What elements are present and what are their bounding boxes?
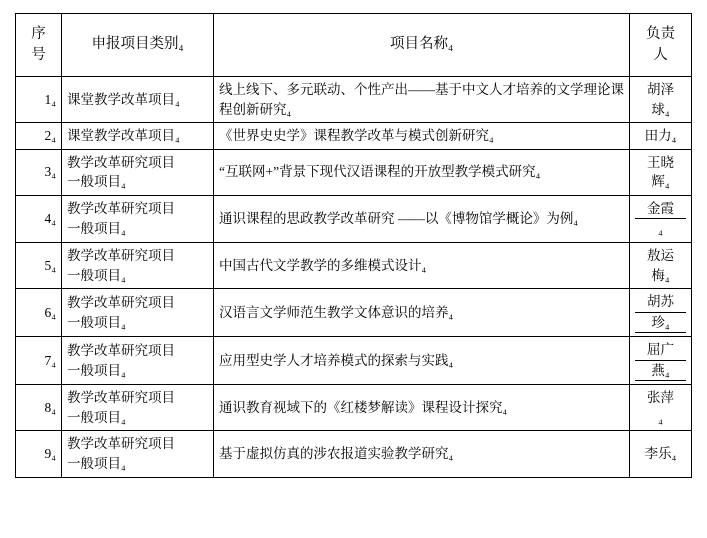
column-header-leader-line2: 人 [653,47,668,63]
cell-leader-line1: 金霞 [635,199,686,220]
cell-leader-line2: 燕₄ [635,361,686,382]
cell-category [62,195,214,242]
cell-category [62,123,214,150]
cell-leader-line1: 李乐₄ [644,446,677,462]
project-application-table [15,13,692,478]
cell-category-line1: 教学改革研究项目 [67,247,175,263]
cell-category-line1: 教学改革研究项目 [67,201,175,217]
table-row [16,289,692,337]
cell-sequence: 7₄ [16,337,62,385]
cell-leader-line1: 屈广 [635,340,686,361]
cell-category-line2: 一般项目₄ [67,456,126,471]
cell-category-line2: 一般项目₄ [67,314,126,330]
column-header-leader [630,14,692,77]
cell-category-line1: 教学改革研究项目 [67,295,175,311]
table-row [16,149,692,195]
column-header-sequence [16,14,62,77]
table-row [16,195,692,242]
cell-leader [630,123,692,150]
cell-sequence: 3₄ [16,149,62,195]
cell-leader [630,77,692,123]
cell-sequence: 5₄ [16,242,62,288]
cell-category-line2: 一般项目₄ [67,220,126,236]
cell-leader [630,289,692,337]
cell-leader [630,149,692,195]
cell-category-line2: 一般项目₄ [67,409,126,425]
cell-category [62,77,214,123]
cell-category-line2: 一般项目₄ [67,362,126,378]
column-header-sequence-line2: 号 [31,47,46,63]
cell-sequence: 2₄ [16,123,62,150]
cell-category [62,289,214,337]
cell-project-name: “互联网+”背景下现代汉语课程的开放型教学模式研究₄ [214,149,630,195]
cell-category-line2: 一般项目₄ [67,174,126,190]
cell-category [62,149,214,195]
cell-leader-line1: 胡苏 [635,292,686,313]
table-header-row [16,14,692,77]
cell-category [62,385,214,431]
cell-leader [630,195,692,242]
table-row [16,337,692,385]
table-row [16,242,692,288]
cell-project-name: 中国古代文学教学的多维模式设计₄ [214,242,630,288]
cell-leader-line1: 胡泽 [647,82,674,97]
cell-leader-line2: 珍₄ [635,313,686,334]
cell-category-line1: 教学改革研究项目 [67,436,175,452]
cell-category-line2: 一般项目₄ [67,267,126,283]
cell-sequence: 9₄ [16,431,62,477]
cell-leader [630,242,692,288]
cell-leader-line2: ₄ [658,221,663,237]
cell-leader-line1: 田力₄ [644,128,677,144]
cell-leader-line2: 梅₄ [651,267,670,283]
cell-sequence: 6₄ [16,289,62,337]
cell-leader [630,337,692,385]
cell-leader [630,385,692,431]
cell-leader-line2: 辉₄ [651,174,670,190]
cell-category-line1: 教学改革研究项目 [67,390,175,406]
cell-category-line1: 课堂教学改革项目₄ [67,128,180,144]
cell-project-name: 应用型史学人才培养模式的探索与实践₄ [214,337,630,385]
cell-project-name: 线上线下、多元联动、个性产出――基于中文人才培养的文学理论课程创新研究₄ [214,77,630,123]
cell-category-line1: 教学改革研究项目 [67,343,175,359]
cell-project-name: 《世界史史学》课程教学改革与模式创新研究₄ [214,123,630,150]
cell-category-line1: 教学改革研究项目 [67,154,175,170]
cell-project-name: 通识教育视域下的《红楼梦解读》课程设计探究₄ [214,385,630,431]
column-header-sequence-line1: 序 [31,25,46,42]
cell-sequence: 8₄ [16,385,62,431]
cell-project-name: 汉语言文学师范生教学文体意识的培养₄ [214,289,630,337]
cell-category [62,431,214,477]
cell-leader-line1: 张萍 [647,390,674,406]
cell-sequence: 4₄ [16,195,62,242]
cell-leader-line1: 王晓 [647,154,674,170]
cell-leader-line1: 敖运 [647,247,674,263]
cell-category [62,337,214,385]
table-row [16,431,692,477]
cell-category [62,242,214,288]
cell-leader-line2: 球₄ [651,101,670,117]
cell-sequence: 1₄ [16,77,62,123]
table-row [16,385,692,431]
column-header-leader-line1: 负责 [646,25,675,42]
column-header-project-name: 项目名称₄ [214,14,630,77]
cell-leader-line2: ₄ [658,409,663,425]
table-row [16,77,692,123]
column-header-category: 申报项目类别₄ [62,14,214,77]
table-row [16,123,692,150]
cell-project-name: 通识课程的思政教学改革研究 ――以《博物馆学概论》为例₄ [214,195,630,242]
cell-project-name: 基于虚拟仿真的涉农报道实验教学研究₄ [214,431,630,477]
cell-category-line1: 课堂教学改革项目₄ [67,91,180,107]
cell-leader [630,431,692,477]
